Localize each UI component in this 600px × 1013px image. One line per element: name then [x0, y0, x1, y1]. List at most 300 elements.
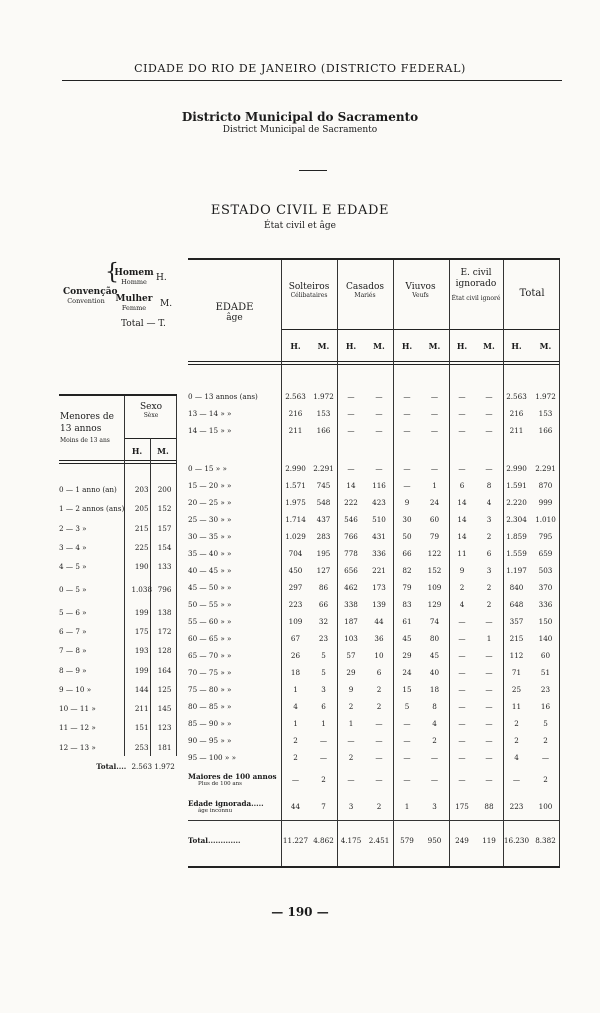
table-cell: 2: [432, 736, 437, 745]
header-edade: EDADE âge: [215, 302, 254, 323]
left-head-rule2: [59, 463, 177, 464]
row-label: 30 — 35 » »: [188, 532, 232, 541]
table-cell: 3: [486, 515, 492, 524]
table-cell: —: [375, 775, 383, 784]
table-row: [188, 528, 560, 545]
row-label: 50 — 55 » »: [188, 600, 232, 609]
table-cell: 778: [344, 549, 358, 558]
table-cell: —: [485, 719, 493, 728]
table-row: [188, 477, 560, 494]
left-row-m: 172: [157, 626, 172, 636]
left-row-label: 8 — 9 »: [59, 665, 87, 675]
table-cell: —: [319, 736, 328, 745]
table-cell: 103: [344, 634, 358, 643]
table-cell: 6: [321, 702, 326, 711]
header-sex-h: H.: [345, 341, 357, 351]
table-cell: 100: [538, 801, 553, 811]
table-cell: —: [347, 464, 355, 473]
table-cell: 7: [321, 801, 326, 811]
table-cell: —: [430, 464, 439, 473]
header-sex-h: H.: [290, 341, 301, 351]
main-table: [188, 388, 560, 860]
table-cell: 1.972: [535, 392, 556, 401]
legend-total: Total — T.: [121, 319, 166, 329]
table-cell: —: [485, 464, 493, 473]
table-cell: 109: [288, 617, 303, 626]
main-vline: [281, 260, 282, 868]
table-row: [188, 698, 560, 715]
header-viuvos: Viuvos Veufs: [405, 282, 436, 299]
table-row: [188, 630, 560, 647]
table-cell: 11: [457, 549, 467, 558]
table-cell: 1: [293, 719, 298, 728]
table-row: [188, 439, 560, 460]
table-cell: —: [375, 753, 383, 762]
table-cell: —: [458, 736, 466, 745]
table-cell: 2: [459, 583, 465, 592]
table-cell: —: [541, 753, 550, 762]
table-cell: —: [485, 409, 493, 418]
row-label: 75 — 80 » »: [188, 685, 232, 694]
table-cell: 2.291: [313, 464, 334, 473]
table-row: [188, 388, 560, 405]
left-row-h: 1.038: [131, 584, 153, 594]
list-item: [59, 602, 176, 621]
table-cell: 18: [429, 685, 440, 694]
table-cell: 2.291: [535, 464, 556, 473]
table-cell: [393, 439, 421, 460]
table-cell: 357: [509, 617, 524, 626]
table-cell: —: [403, 409, 411, 418]
left-row-h: 211: [134, 704, 149, 714]
table-cell: 175: [455, 801, 469, 811]
table-cell: 67: [290, 634, 301, 643]
table-cell: —: [458, 464, 466, 473]
left-row-label: 10 — 11 »: [59, 704, 96, 714]
left-row-h: 190: [134, 562, 149, 572]
table-cell: 766: [344, 532, 358, 541]
list-item: [59, 757, 176, 776]
main-vline: [559, 260, 560, 868]
table-cell: 2: [293, 753, 298, 762]
legend-mulher: Mulher Femme: [115, 294, 153, 312]
table-cell: —: [403, 753, 411, 762]
table-cell: 9: [348, 685, 354, 694]
table-cell: 462: [344, 583, 358, 592]
list-item: [59, 738, 176, 757]
table-cell: —: [375, 736, 383, 745]
table-cell: 79: [429, 532, 440, 541]
table-cell: —: [485, 426, 493, 435]
left-row-m: 157: [157, 523, 172, 533]
table-cell: —: [375, 719, 383, 728]
left-row-m: 145: [157, 704, 172, 714]
table-row: [188, 715, 560, 732]
left-row-m: 123: [157, 723, 172, 733]
table-cell: 122: [427, 549, 442, 558]
table-row: [188, 793, 560, 820]
table-cell: 86: [318, 583, 329, 592]
table-cell: 5: [404, 702, 410, 711]
left-row-label: 0 — 1 anno (an): [59, 485, 117, 495]
table-cell: 2: [321, 775, 326, 784]
table-cell: [281, 439, 310, 460]
table-cell: 66: [402, 549, 412, 558]
list-item: [59, 576, 176, 602]
table-cell: 79: [402, 583, 412, 592]
row-label: 25 — 30 » »: [188, 515, 232, 524]
table-cell: —: [403, 426, 411, 435]
table-cell: 4: [293, 702, 298, 711]
table-cell: 1.859: [506, 532, 527, 541]
table-cell: 745: [316, 481, 331, 490]
table-cell: 150: [538, 617, 553, 626]
table-cell: 2.451: [368, 835, 390, 845]
legend-m: M.: [160, 299, 173, 309]
table-cell: 82: [402, 566, 412, 575]
table-cell: 510: [372, 515, 386, 524]
table-cell: 2.563: [506, 392, 527, 401]
legend-homem: Homem Homme: [114, 268, 154, 286]
table-cell: —: [458, 668, 466, 677]
section-title-fr: État civil et âge: [264, 221, 336, 231]
table-cell: 6: [459, 481, 465, 490]
table-cell: 4.862: [313, 835, 334, 845]
left-vline-3: [176, 396, 177, 756]
table-cell: 166: [316, 426, 331, 435]
table-cell: 336: [538, 600, 553, 609]
table-cell: —: [403, 736, 411, 745]
left-row-h: 2.563: [131, 762, 153, 771]
table-cell: 29: [402, 651, 412, 660]
table-cell: 503: [538, 566, 553, 575]
table-cell: 2: [486, 532, 492, 541]
table-cell: 4: [514, 753, 519, 762]
table-cell: —: [512, 775, 521, 784]
row-label: 20 — 25 » »: [188, 498, 232, 507]
main-subhead-rule: [281, 329, 560, 330]
left-row-label: 1 — 2 annos (ans): [59, 504, 125, 514]
left-title: Menores de 13 annos Moins de 13 ans: [60, 412, 114, 444]
table-cell: 6: [486, 549, 492, 558]
row-label: 45 — 50 » »: [188, 583, 232, 592]
table-cell: 2: [514, 736, 519, 745]
table-cell: —: [485, 392, 493, 401]
table-cell: —: [485, 702, 493, 711]
header-sex-m: M.: [428, 341, 441, 351]
row-label: 35 — 40 » »: [188, 549, 232, 558]
table-cell: 2.563: [285, 392, 306, 401]
table-cell: [448, 439, 476, 460]
table-cell: 51: [540, 668, 551, 677]
table-cell: —: [430, 409, 439, 418]
table-cell: —: [458, 392, 466, 401]
table-cell: 152: [427, 566, 442, 575]
table-row: [188, 405, 560, 422]
table-cell: 88: [484, 801, 494, 811]
table-cell: 25: [511, 685, 522, 694]
table-cell: —: [347, 409, 355, 418]
row-label: Maiores de 100 annos Plus de 100 ans: [188, 772, 277, 787]
left-row-m: 138: [157, 607, 172, 617]
table-cell: 3: [486, 566, 492, 575]
table-cell: 36: [374, 634, 384, 643]
table-cell: 950: [427, 835, 442, 845]
table-cell: 16.230: [503, 835, 530, 845]
table-cell: 11.227: [282, 835, 309, 845]
table-cell: 8: [432, 702, 437, 711]
table-cell: —: [458, 685, 466, 694]
table-cell: —: [319, 753, 328, 762]
table-cell: 223: [288, 600, 303, 609]
left-row-m: 796: [157, 584, 172, 594]
table-cell: 216: [288, 409, 303, 418]
table-cell: 1: [348, 719, 354, 728]
table-cell: 15: [402, 685, 412, 694]
row-label: 80 — 85 » »: [188, 702, 232, 711]
left-table: [59, 480, 176, 776]
table-cell: 249: [455, 835, 469, 845]
header-casados: Casados Mariés: [345, 282, 385, 299]
table-cell: 3: [432, 801, 437, 811]
table-cell: 4: [432, 719, 437, 728]
table-cell: —: [458, 426, 466, 435]
table-cell: 338: [344, 600, 358, 609]
table-cell: 221: [372, 566, 386, 575]
table-cell: 370: [538, 583, 553, 592]
table-cell: 546: [344, 515, 358, 524]
list-item: [59, 680, 176, 699]
row-label: 95 — 100 » »: [188, 753, 236, 762]
table-cell: 23: [318, 634, 329, 643]
row-label: 0 — 15 » »: [188, 464, 227, 473]
table-cell: —: [458, 702, 466, 711]
table-cell: 4.175: [340, 835, 362, 845]
left-row-m: 164: [157, 665, 172, 675]
main-head-rule: [188, 361, 560, 362]
header-total: Total: [519, 288, 545, 299]
main-vline: [503, 260, 504, 868]
list-item: [59, 538, 176, 557]
table-cell: —: [403, 775, 411, 784]
table-cell: —: [347, 775, 355, 784]
table-cell: 57: [346, 651, 356, 660]
table-cell: —: [485, 736, 493, 745]
table-cell: —: [430, 753, 439, 762]
table-cell: 45: [429, 651, 440, 660]
table-cell: 30: [402, 515, 412, 524]
page-number: — 190 —: [271, 905, 329, 919]
table-cell: —: [458, 753, 466, 762]
table-cell: 109: [427, 583, 442, 592]
header-sex-m: M.: [539, 341, 552, 351]
left-row-label: 7 — 8 »: [59, 646, 87, 656]
left-row-h: 199: [134, 665, 149, 675]
left-row-m: 200: [157, 485, 172, 495]
table-cell: 2.990: [506, 464, 527, 473]
table-cell: 71: [511, 668, 522, 677]
table-cell: 24: [429, 498, 440, 507]
table-cell: 870: [538, 481, 553, 490]
table-cell: 60: [540, 651, 551, 660]
table-cell: —: [430, 775, 439, 784]
header-sex-row: [281, 341, 560, 353]
table-cell: 26: [290, 651, 301, 660]
table-cell: 9: [459, 566, 465, 575]
table-cell: 10: [374, 651, 384, 660]
left-m: M.: [157, 446, 169, 456]
list-item: [59, 660, 176, 679]
table-cell: 2.990: [285, 464, 306, 473]
table-row: [188, 494, 560, 511]
left-row-h: 151: [134, 723, 149, 733]
left-row-h: 225: [134, 543, 149, 553]
district-title: Districto Municipal do Sacramento: [181, 110, 419, 124]
table-cell: 2: [293, 736, 298, 745]
table-cell: —: [347, 426, 355, 435]
table-cell: 61: [402, 617, 412, 626]
table-cell: [476, 439, 502, 460]
table-row: [188, 647, 560, 664]
header-sex-m: M.: [483, 341, 495, 351]
main-head-rule2: [188, 364, 560, 365]
legend-h: H.: [156, 273, 167, 283]
table-cell: 222: [344, 498, 358, 507]
table-cell: —: [403, 719, 411, 728]
table-cell: 2: [486, 600, 492, 609]
table-cell: [310, 439, 337, 460]
table-cell: [421, 439, 448, 460]
table-cell: 211: [288, 426, 303, 435]
main-vline: [449, 260, 450, 868]
table-cell: 211: [509, 426, 524, 435]
table-cell: 648: [509, 600, 524, 609]
table-cell: 14: [457, 532, 467, 541]
table-cell: 3: [321, 685, 326, 694]
table-row: [188, 766, 560, 793]
table-cell: 2: [514, 719, 519, 728]
left-h: H.: [131, 446, 143, 456]
table-cell: 45: [402, 634, 412, 643]
table-cell: 1.559: [506, 549, 527, 558]
table-cell: 1.197: [506, 566, 527, 575]
table-cell: —: [458, 719, 466, 728]
table-cell: —: [485, 651, 493, 660]
legend-brace: {: [105, 260, 119, 285]
table-cell: 1: [486, 634, 492, 643]
short-divider: [299, 170, 327, 171]
table-cell: —: [458, 775, 466, 784]
table-cell: —: [485, 668, 493, 677]
table-cell: [337, 439, 365, 460]
table-row: [188, 511, 560, 528]
main-vline: [393, 260, 394, 868]
left-row-h: 215: [134, 523, 149, 533]
table-row: [188, 579, 560, 596]
table-cell: —: [430, 392, 439, 401]
table-cell: 44: [290, 801, 301, 811]
table-cell: 127: [316, 566, 331, 575]
section-title: ESTADO CIVIL E EDADE: [210, 203, 390, 218]
table-cell: —: [485, 753, 493, 762]
list-item: [59, 480, 176, 499]
table-row: [188, 820, 560, 860]
table-row: [188, 545, 560, 562]
table-cell: 2: [543, 736, 548, 745]
table-row: [188, 749, 560, 766]
table-cell: 5: [321, 668, 326, 677]
left-row-m: 128: [157, 646, 172, 656]
table-cell: 40: [429, 668, 440, 677]
left-row-label: 6 — 7 »: [59, 626, 87, 636]
table-cell: 14: [346, 481, 356, 490]
table-cell: —: [485, 775, 493, 784]
table-cell: —: [403, 481, 411, 490]
table-cell: 2.220: [506, 498, 527, 507]
left-row-label: Total....: [96, 762, 127, 771]
table-cell: 4: [459, 600, 465, 609]
row-label: 13 — 14 » »: [188, 409, 232, 418]
row-label: 55 — 60 » »: [188, 617, 232, 626]
table-cell: 656: [344, 566, 358, 575]
table-cell: 119: [482, 835, 496, 845]
table-cell: —: [403, 392, 411, 401]
row-label: [188, 439, 281, 460]
header-solteiros: Solteiros Célibataires: [288, 282, 330, 299]
row-label: 70 — 75 » »: [188, 668, 232, 677]
table-cell: —: [375, 464, 383, 473]
table-cell: 153: [316, 409, 331, 418]
table-cell: 1: [293, 685, 298, 694]
table-cell: 1.975: [285, 498, 306, 507]
table-cell: 187: [344, 617, 358, 626]
left-row-m: 181: [157, 742, 172, 752]
row-label: 14 — 15 » »: [188, 426, 232, 435]
table-cell: 1: [321, 719, 326, 728]
table-cell: 840: [509, 583, 524, 592]
row-label: 40 — 45 » »: [188, 566, 232, 575]
left-row-label: 0 — 5 »: [59, 584, 87, 594]
running-head: CIDADE DO RIO DE JANEIRO (DISTRICTO FEDERAL): [134, 62, 466, 75]
header-sex-m: M.: [317, 341, 330, 351]
list-item: [59, 622, 176, 641]
table-cell: —: [375, 409, 383, 418]
table-cell: 2: [376, 702, 382, 711]
table-cell: 32: [318, 617, 329, 626]
table-cell: 23: [540, 685, 551, 694]
table-row: [188, 422, 560, 439]
left-row-m: 154: [157, 543, 172, 553]
left-row-h: 193: [134, 646, 149, 656]
row-label: 15 — 20 » »: [188, 481, 232, 490]
main-bottom-rule: [188, 866, 560, 868]
table-cell: 795: [538, 532, 553, 541]
header-ignorado: E. civil ignorado État civil ignoré: [451, 268, 501, 302]
header-sex-h: H.: [456, 341, 468, 351]
table-cell: —: [375, 426, 383, 435]
left-row-m: 133: [157, 562, 172, 572]
table-cell: 8: [486, 481, 492, 490]
table-cell: 66: [318, 600, 329, 609]
table-cell: 216: [509, 409, 524, 418]
row-label: 0 — 13 annos (ans): [188, 392, 258, 401]
left-row-h: 203: [134, 485, 149, 495]
header-sex-h: H.: [511, 341, 522, 351]
left-row-label: 4 — 5 »: [59, 562, 87, 572]
left-row-label: 3 — 4 »: [59, 543, 87, 553]
table-cell: —: [458, 409, 466, 418]
table-cell: —: [458, 617, 466, 626]
